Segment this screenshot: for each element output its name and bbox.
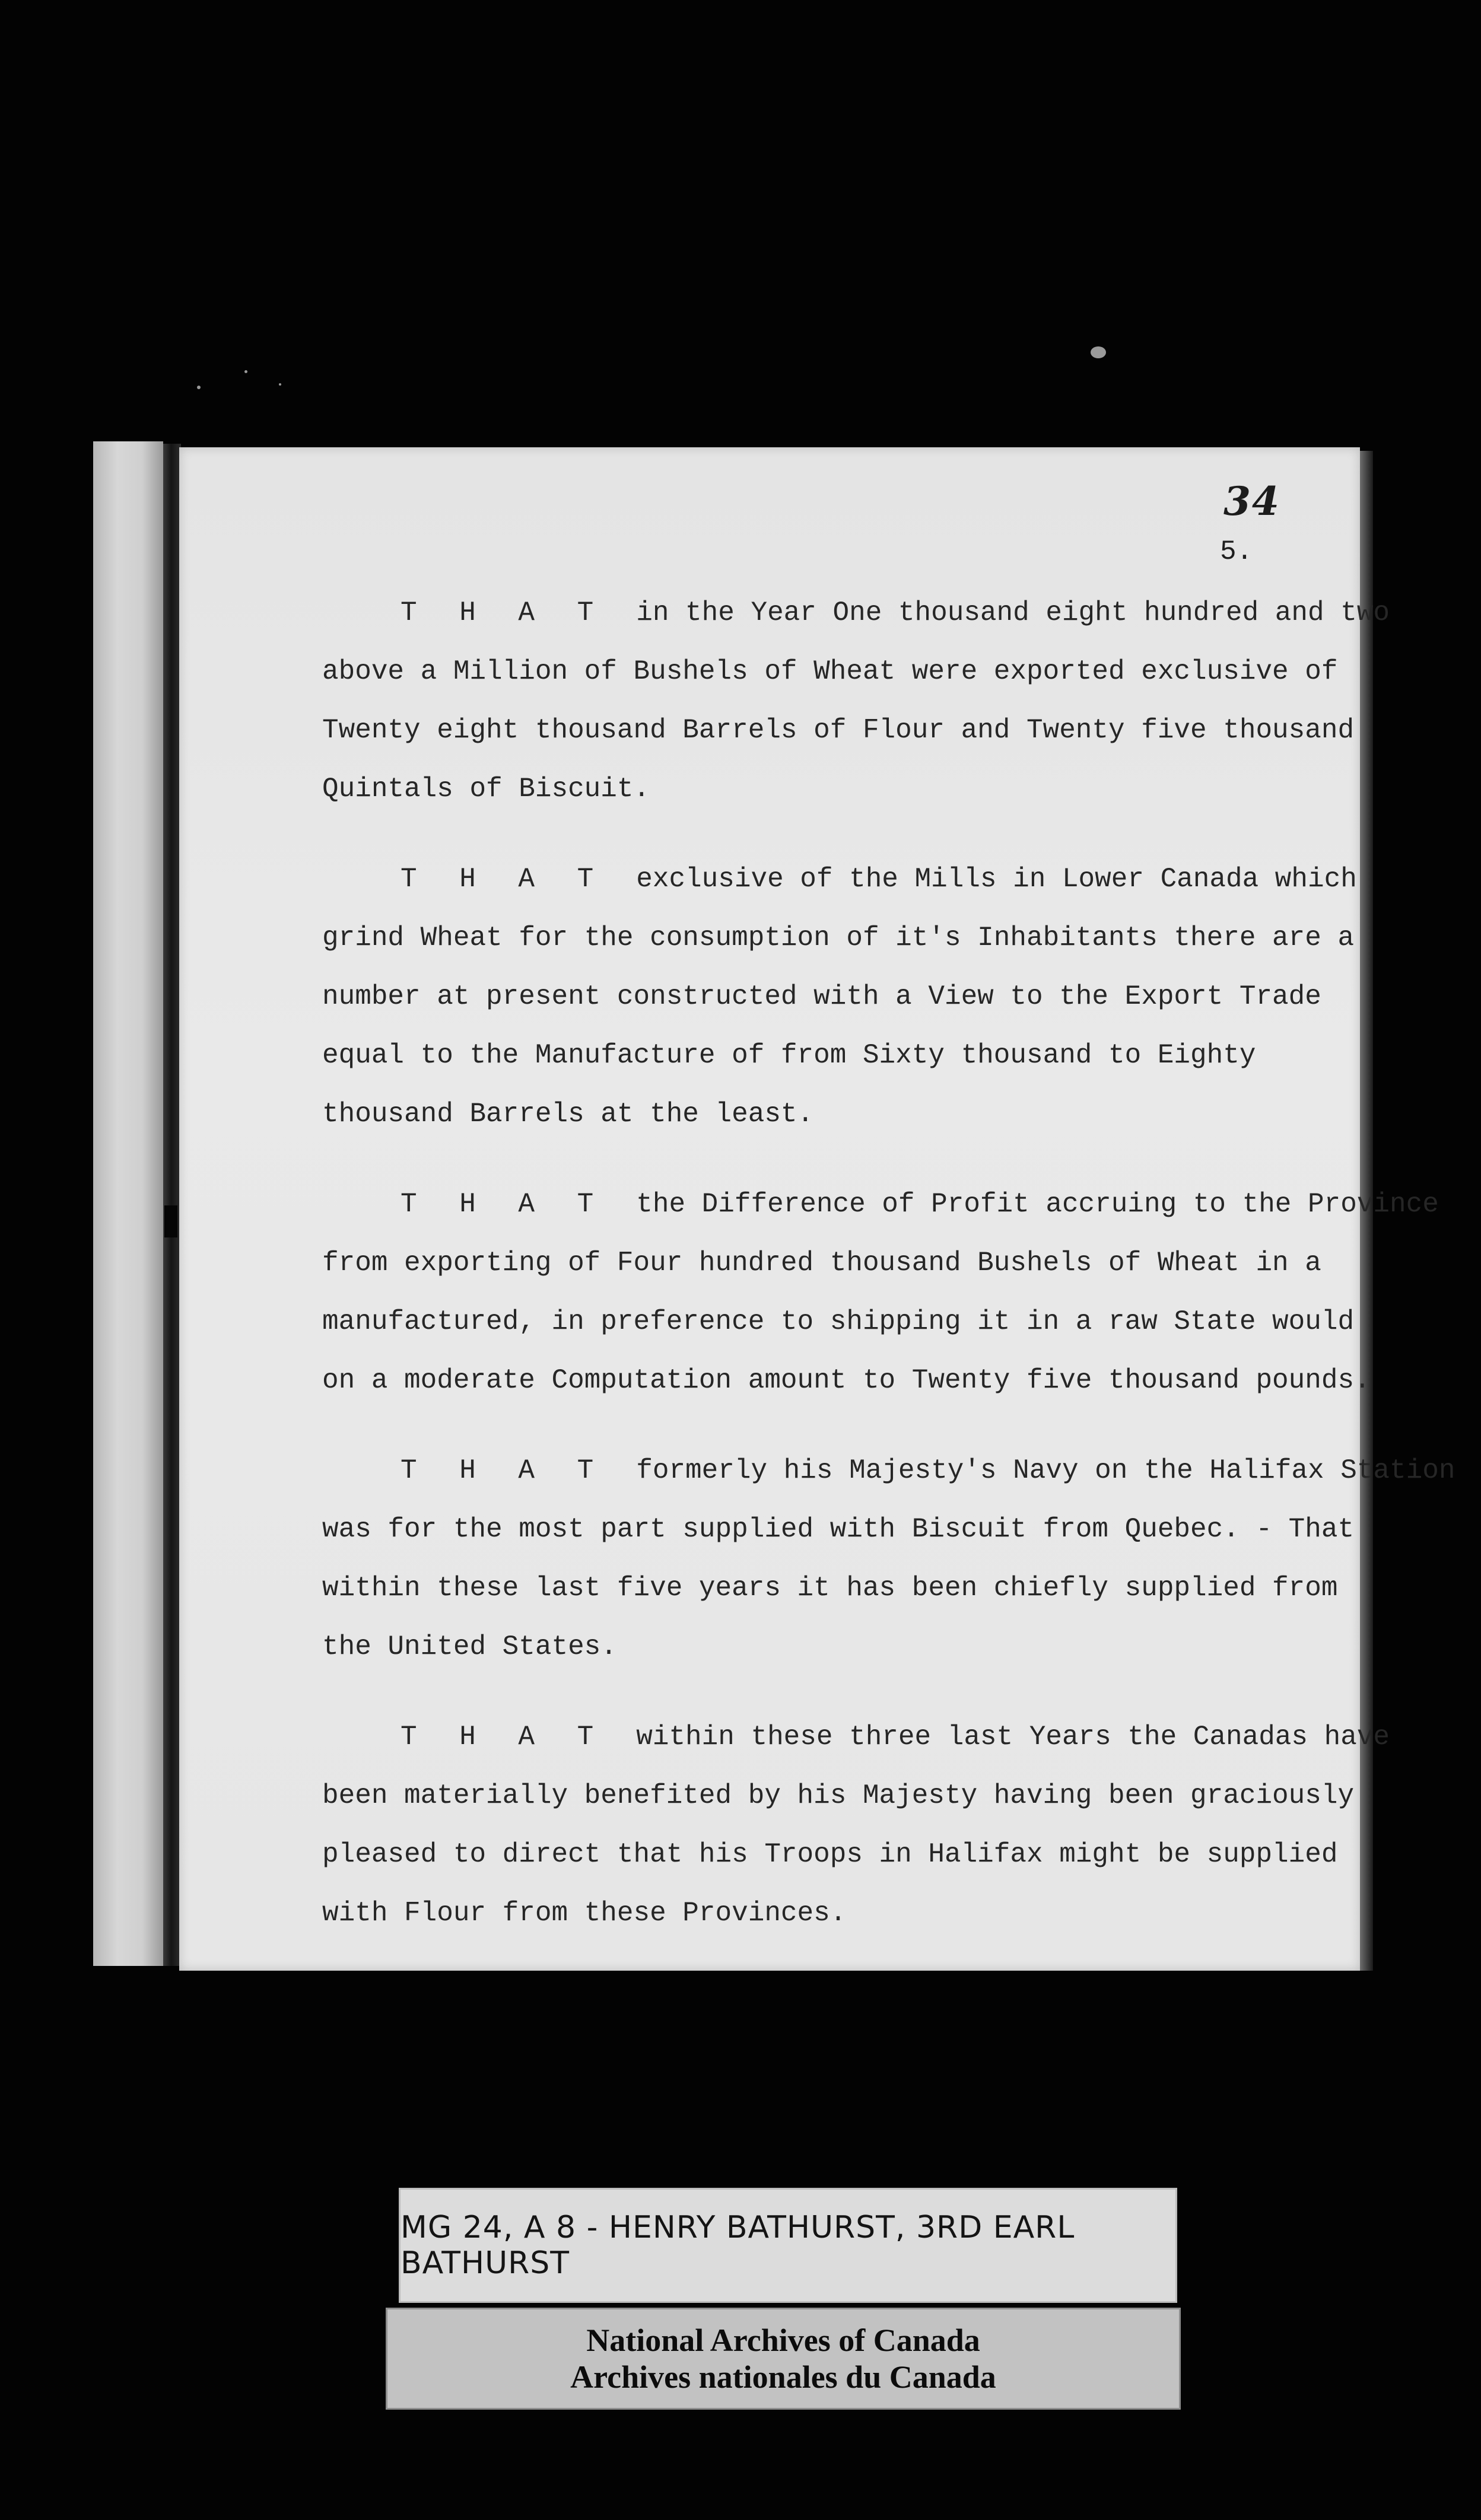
document-body (322, 592, 1455, 1983)
line-text: the United States. (322, 1631, 617, 1662)
paragraph (322, 1716, 1390, 1951)
paragraph (322, 1450, 1455, 1685)
text-line (322, 1626, 1355, 1685)
text-line (322, 1093, 1355, 1152)
paragraph-keyword: T H A T (401, 864, 607, 895)
paragraph (322, 592, 1390, 827)
text-line (322, 1242, 1355, 1301)
paragraph (322, 858, 1355, 1152)
text-line (322, 976, 1355, 1035)
paragraph-keyword: T H A T (401, 1722, 607, 1752)
line-text: was for the most part supplied with Biscuit from Quebec. - That (322, 1514, 1355, 1545)
text-line (322, 1775, 1355, 1834)
dust-speck (279, 383, 281, 386)
dust-speck (197, 386, 201, 389)
line-text: pleased to direct that his Troops in Halifax might be supplied (322, 1839, 1338, 1870)
line-text: Twenty eight thousand Barrels of Flour and Twenty five thousand (322, 715, 1355, 746)
text-line (322, 709, 1355, 768)
collection-label-text: MG 24, A 8 - HENRY BATHURST, 3RD EARL BATHURST (401, 2210, 1075, 2281)
paragraph (322, 1183, 1439, 1418)
collection-label (399, 2188, 1177, 2303)
line-text: manufactured, in preference to shipping it in a raw State would (322, 1306, 1355, 1337)
line-text: from exporting of Four hundred thousand Bushels of Wheat in a (322, 1248, 1321, 1278)
text-line (322, 917, 1355, 976)
text-line (322, 1301, 1355, 1360)
text-line (322, 1716, 1390, 1775)
line-text: Quintals of Biscuit. (322, 774, 650, 804)
text-line (322, 1509, 1355, 1567)
line-text: on a moderate Computation amount to Twenty five thousand pounds. (322, 1365, 1371, 1396)
typed-page-number: 5. (1220, 536, 1253, 567)
line-text: with Flour from these Provinces. (322, 1898, 847, 1929)
text-line (322, 1035, 1355, 1093)
line-text: within these three last Years the Canadas have (636, 1722, 1390, 1752)
text-line (322, 651, 1355, 709)
binding-gutter (163, 444, 181, 1966)
text-line (322, 1834, 1355, 1892)
line-text: equal to the Manufacture of from Sixty thousand to Eighty (322, 1040, 1256, 1071)
line-text: exclusive of the Mills in Lower Canada which (636, 864, 1357, 895)
line-text: within these last five years it has been chiefly supplied from (322, 1573, 1338, 1603)
text-line (322, 858, 1355, 917)
line-text: in the Year One thousand eight hundred and two (636, 597, 1390, 628)
binding-spine (93, 441, 163, 1966)
paragraph-keyword: T H A T (401, 1189, 607, 1220)
text-line (322, 592, 1390, 651)
line-text: thousand Barrels at the least. (322, 1099, 814, 1129)
binding-mark (164, 1205, 177, 1237)
text-line (322, 1183, 1439, 1242)
line-text: above a Million of Bushels of Wheat were exported exclusive of (322, 656, 1338, 687)
line-text: formerly his Majesty's Navy on the Halifax Station (636, 1455, 1455, 1486)
text-line (322, 768, 1355, 827)
line-text: grind Wheat for the consumption of it's Inhabitants there are a (322, 922, 1355, 953)
text-line (322, 1567, 1355, 1626)
text-line (322, 1360, 1371, 1418)
line-text: been materially benefited by his Majesty having been graciously (322, 1780, 1355, 1811)
archive-label-line-french: Archives nationales du Canada (570, 2359, 996, 2395)
text-line (322, 1892, 1355, 1951)
dust-speck (244, 370, 247, 373)
handwritten-page-number: 34 (1223, 478, 1280, 524)
paragraph-keyword: T H A T (401, 597, 607, 628)
text-line (322, 1450, 1455, 1509)
line-text: number at present constructed with a View to the Export Trade (322, 981, 1321, 1012)
archive-label-line-english: National Archives of Canada (586, 2322, 980, 2358)
line-text: the Difference of Profit accruing to the Province (636, 1189, 1439, 1220)
archive-label (386, 2308, 1181, 2410)
dust-speck (1091, 346, 1106, 358)
paragraph-keyword: T H A T (401, 1455, 607, 1486)
